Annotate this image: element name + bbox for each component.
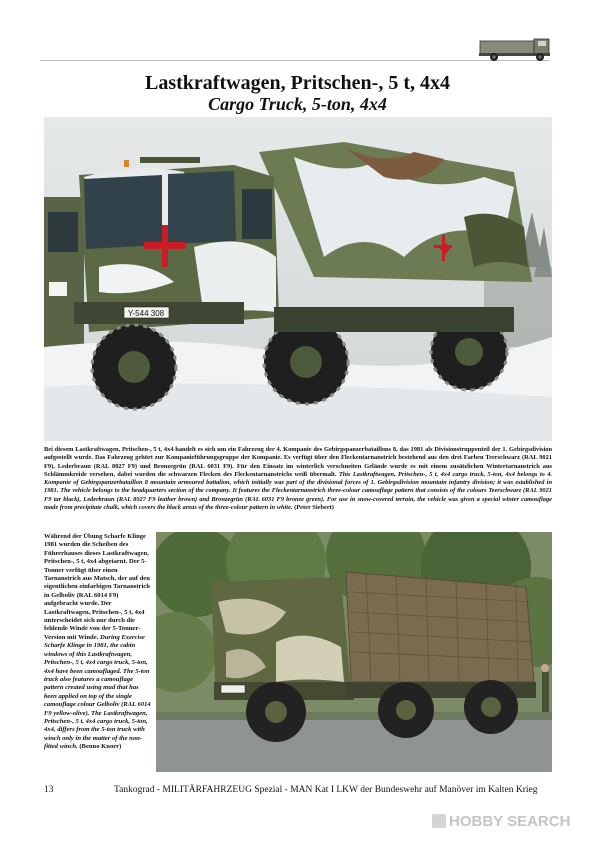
caption-english: This Lastkraftwagen, Pritschen-, 5 t, 4x4 cargo truck, 5-ton, 4x4 belongs to 4. Kompanie of Gebirgspanzerbataillon 8 mountain armoured battalion, which initially was part of the divisional forces of 1. Gebirgsdivision mountain infantry division; it was established in 1981. The vehicle belongs to the headquarters section of the company. It features the Fleckentarnanstrich three-colour camouflage pattern that consists of the colours Teerschwarz (RAL 9021 F9 tar black), Lederbraun (RAL 8027 F9 leather brown) and Bronzegrün (RAL 6031 F9 bronze green). For use in snow-covered terrain, the vehicle was given a special winter camouflage made from precipitate chalk, which covers the black areas of the three-colour pattern in white. (44, 470, 552, 512)
watermark-icon (432, 814, 446, 828)
watermark-text: HOBBY SEARCH (449, 813, 571, 830)
photo-caption-side (44, 533, 152, 752)
photo-mud-camo-truck (156, 532, 552, 772)
page-title: Lastkraftwagen, Pritschen-, 5 t, 4x4 (145, 72, 450, 94)
caption-english: During Exercise Scharfe Klinge in 1981, the cabin windows of this Lastkraftwagen, Pritschen-, 5 t, 4x4 cargo truck, 5-ton, 4x4 have been camouflaged. The 5-ton truck also features a camouflage pattern created using mud that has been applied on top of the single camouflage colour Gelboliv (RAL 6014 F9 yellow-olive). The Lastkraftwagen, Pritschen-, 5 t, 4x4 cargo truck, 5-ton, 4x4, differs from the 5-ton truck with winch only in the matter of the non-fitted winch. (44, 633, 151, 751)
header-rule (40, 60, 550, 61)
photo-credit: (Benno Knorr) (79, 743, 122, 751)
photo-credit: (Peter Siebert) (294, 504, 334, 512)
svg-text:Y-544 308: Y-544 308 (127, 309, 165, 318)
truck-silhouette-icon (478, 36, 552, 62)
running-footer: Tankograd - MILITÄRFAHRZEUG Spezial - MAN Kat I LKW der Bundeswehr auf Manöver im Kalten Krieg (114, 785, 538, 795)
caption-german: Bei diesem Lastkraftwagen, Pritschen-, 5 t, 4x4 handelt es sich um ein Fahrzeug der 4. Kompanie des Gebirgspanzerbataillons 8, das 1981 als Divisionstruppenteil der 1. Gebirgsdivision aufgestellt wurde. Das Fahrzeug gehört zur Kompanieführungsgruppe der Kompanie. Es verfügt über den Fleckentarnanstrich bestehend aus den drei Farben Teerschwarz (RAL 9021 F9), Lederbraun (RAL 8027 F9) und Bronzegrün (RAL 6031 F9). Für den Einsatz im winterlich verschneiten Gelände wurde es mit einem zusätzlichen Wintertarnanstrich aus Schlämmkreide versehen, dabei wurden die schwarzen Flecken des Fleckentarnanstrichs weiß übermalt. (44, 446, 552, 478)
watermark-logo (432, 813, 592, 833)
photo-winter-truck (44, 117, 552, 441)
caption-german: Während der Übung Scharfe Klinge 1981 wurden die Scheiben des Führerhauses dieses Lastkraftwagen, Pritschen-, 5 t, 4x4 abgetarnt. Der 5-Tonner verfügt über einen Tarnanstrich aus Matsch, der auf den eigentlichen einfarbigen Tarnanstrich in Gelboliv (RAL 6014 F9) aufgebracht wurde. Der Lastkraftwagen, Pritschen-, 5 t, 4x4 unterscheidet sich nur durch die fehlende Winde von der 5-Tonner-Version mit Winde. (44, 533, 150, 641)
page-subtitle: Cargo Truck, 5-ton, 4x4 (208, 94, 387, 114)
photo-caption-main (44, 446, 552, 512)
page-number: 13 (44, 785, 54, 795)
